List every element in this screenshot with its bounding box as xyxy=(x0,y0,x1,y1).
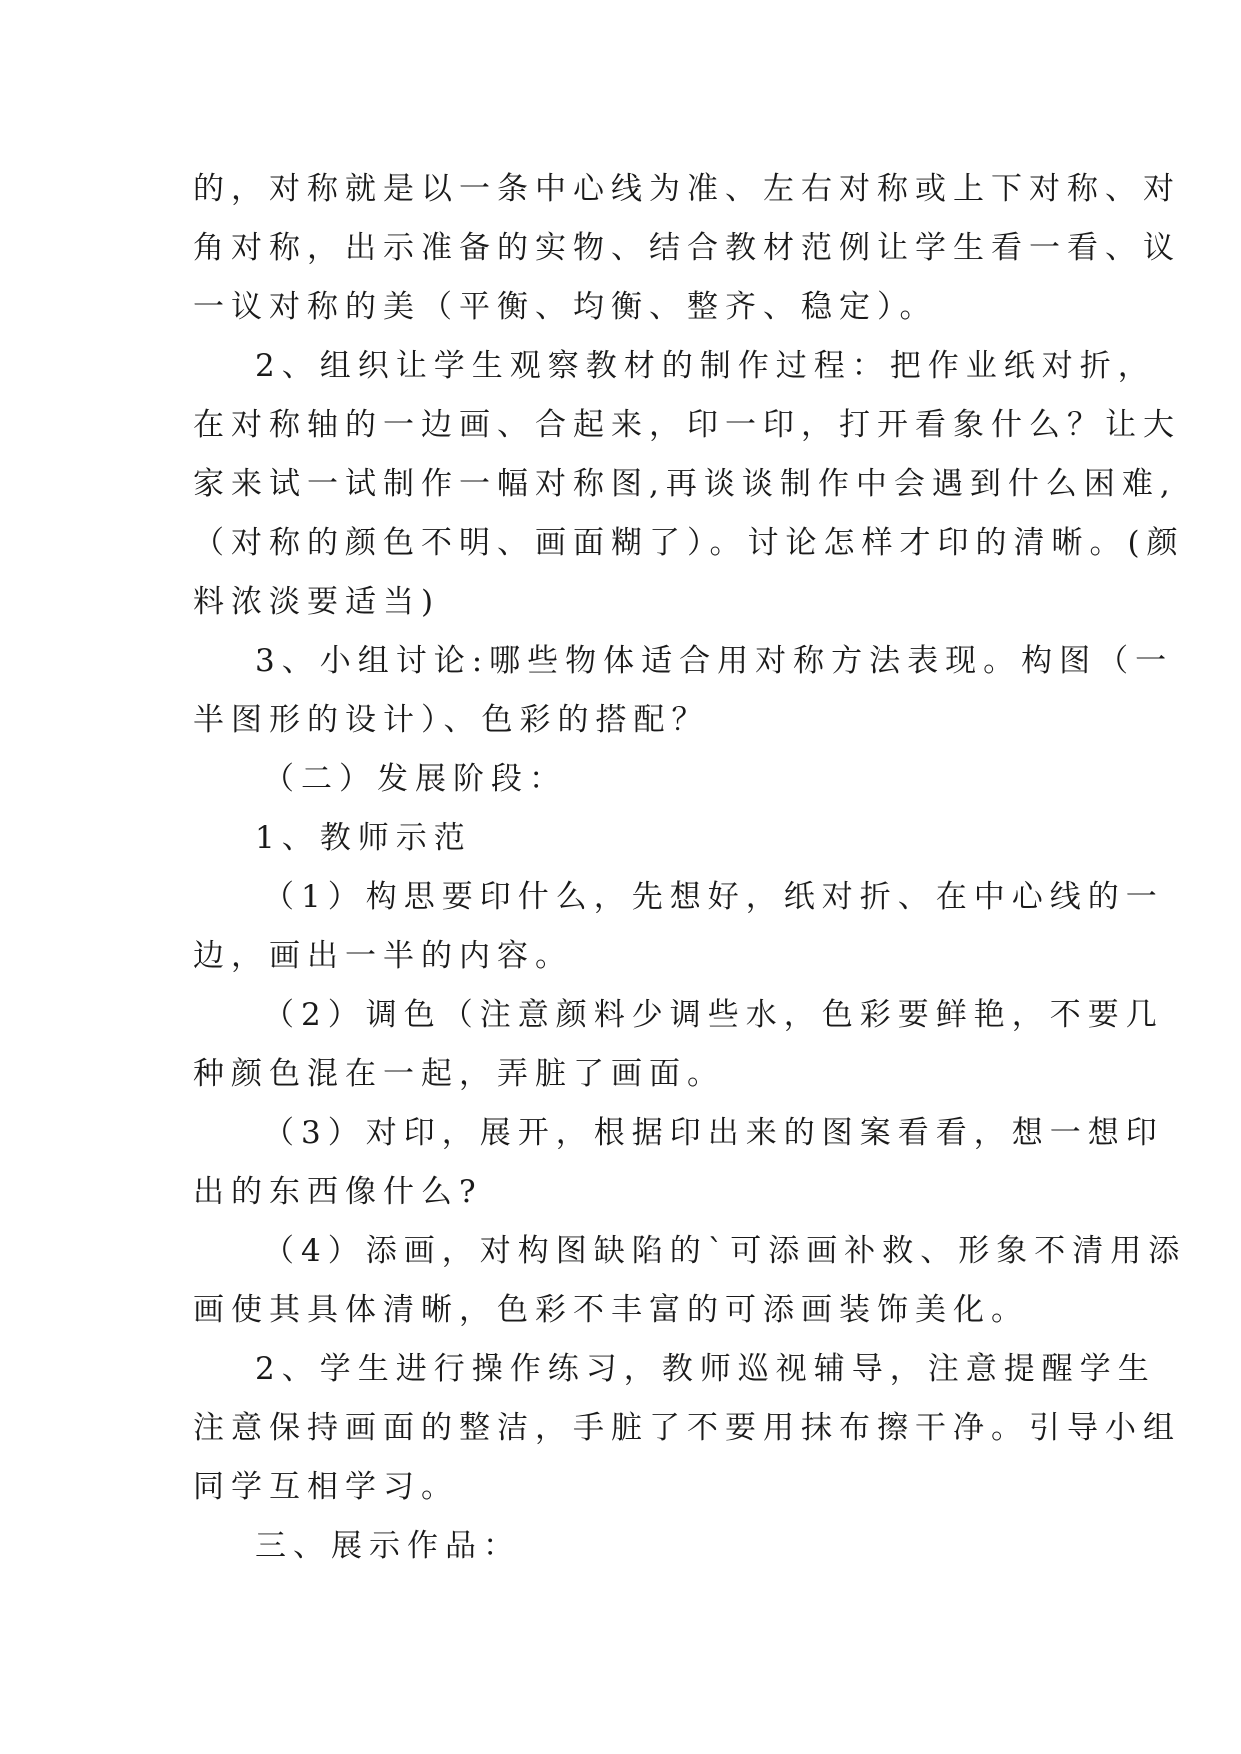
text-line: （对称的颜色不明、画面糊了）。讨论怎样才印的清晰。(颜 xyxy=(193,525,1185,561)
section-heading: （二）发展阶段： xyxy=(263,761,567,797)
text-line: （2）调色（注意颜料少调些水，色彩要鲜艳，不要几 xyxy=(263,997,1164,1033)
text-line: 注意保持画面的整洁，手脏了不要用抹布擦干净。引导小组 xyxy=(193,1410,1181,1446)
text-line: 角对称，出示准备的实物、结合教材范例让学生看一看、议 xyxy=(193,230,1181,266)
text-line: 种颜色混在一起，弄脏了画面。 xyxy=(193,1056,725,1092)
text-line: 料浓淡要适当) xyxy=(193,584,441,620)
text-line: 2、组织让学生观察教材的制作过程：把作业纸对折， xyxy=(255,348,1156,384)
text-line: 3、小组讨论:哪些物体适合用对称方法表现。构图（一 xyxy=(255,643,1174,679)
text-line: 的，对称就是以一条中心线为准、左右对称或上下对称、对 xyxy=(193,171,1181,207)
text-line: 画使其具体清晰，色彩不丰富的可添画装饰美化。 xyxy=(193,1292,1029,1328)
text-line: （4）添画，对构图缺陷的`可添画补救、形象不清用添 xyxy=(263,1233,1187,1269)
text-line: 出的东西像什么? xyxy=(193,1174,483,1210)
section-heading: 三、展示作品： xyxy=(255,1528,521,1564)
text-line: （1）构思要印什么，先想好，纸对折、在中心线的一 xyxy=(263,879,1164,915)
text-line: 一议对称的美（平衡、均衡、整齐、稳定）。 xyxy=(193,289,938,325)
text-line: 在对称轴的一边画、合起来，印一印，打开看象什么？让大 xyxy=(193,407,1181,443)
text-line: 1、教师示范 xyxy=(255,820,472,856)
text-line: （3）对印，展开，根据印出来的图案看看，想一想印 xyxy=(263,1115,1164,1151)
text-line: 家来试一试制作一幅对称图,再谈谈制作中会遇到什么困难, xyxy=(193,466,1177,502)
text-line: 边，画出一半的内容。 xyxy=(193,938,573,974)
text-line: 2、学生进行操作练习，教师巡视辅导，注意提醒学生 xyxy=(255,1351,1156,1387)
text-line: 同学互相学习。 xyxy=(193,1469,459,1505)
text-line: 半图形的设计）、色彩的搭配？ xyxy=(193,702,710,738)
document-body xyxy=(193,160,1187,1576)
